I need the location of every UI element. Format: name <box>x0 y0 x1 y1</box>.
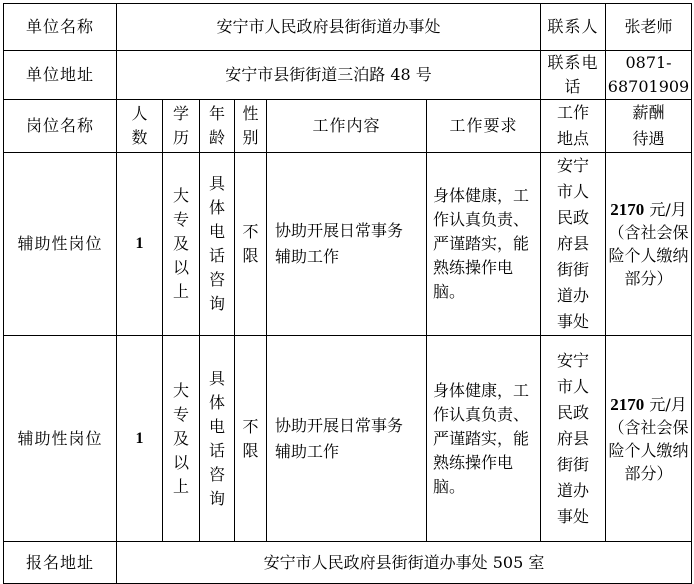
col-location-text: 工作地点 <box>557 103 590 148</box>
row-content: 协助开展日常事务辅助工作 <box>267 336 427 542</box>
contact-value: 张老师 <box>606 4 692 51</box>
row-salary-text: 元/月（含社会保险个人缴纳部分） <box>608 200 689 288</box>
row-location-text: 安宁市人民政府县街街道办事处 <box>557 156 590 331</box>
row-age <box>200 336 235 542</box>
signup-label: 报名地址 <box>4 542 117 584</box>
row-requirements: 身体健康，工作认真负责、严谨踏实，能熟练操作电脑。 <box>427 153 541 336</box>
col-content: 工作内容 <box>267 100 427 153</box>
address-row <box>4 51 692 100</box>
row-count: 1 <box>117 336 163 542</box>
unit-name-label: 单位名称 <box>4 4 117 51</box>
row-age <box>200 153 235 336</box>
col-count-text: 人数 <box>131 104 148 147</box>
recruitment-table <box>3 3 692 584</box>
row-position: 辅助性岗位 <box>4 336 117 542</box>
table-row <box>4 336 692 542</box>
col-salary <box>606 100 692 153</box>
row-salary <box>606 153 692 336</box>
row-gender <box>235 153 267 336</box>
col-gender-text: 性别 <box>242 104 259 147</box>
address-label: 单位地址 <box>4 51 117 100</box>
contact-label: 联系人 <box>541 4 606 51</box>
col-age-text: 年龄 <box>208 104 225 147</box>
table-row <box>4 153 692 336</box>
address-value: 安宁市县街街道三泊路 48 号 <box>117 51 541 100</box>
row-gender <box>235 336 267 542</box>
row-gender-text: 不限 <box>242 222 259 265</box>
col-education-text: 学历 <box>172 104 189 147</box>
row-education-text: 大专及以上 <box>172 186 189 301</box>
signup-row <box>4 542 692 584</box>
row-location <box>541 153 606 336</box>
row-education <box>163 336 200 542</box>
row-salary-text: 元/月（含社会保险个人缴纳部分） <box>608 394 689 483</box>
col-requirements: 工作要求 <box>427 100 541 153</box>
col-gender <box>235 100 267 153</box>
row-gender-text: 不限 <box>242 416 259 460</box>
row-salary-amount: 2170 <box>610 394 645 414</box>
column-header-row <box>4 100 692 153</box>
row-position: 辅助性岗位 <box>4 153 117 336</box>
row-age-text: 具体电话咨询 <box>208 174 225 313</box>
col-location <box>541 100 606 153</box>
row-location <box>541 336 606 542</box>
unit-name-value: 安宁市人民政府县街街道办事处 <box>117 4 541 51</box>
row-content: 协助开展日常事务辅助工作 <box>267 153 427 336</box>
row-education-text: 大专及以上 <box>172 380 189 496</box>
row-requirements: 身体健康，工作认真负责、严谨踏实，能熟练操作电脑。 <box>427 336 541 542</box>
phone-value: 0871-68701909 <box>606 51 692 100</box>
col-count <box>117 100 163 153</box>
row-salary <box>606 336 692 542</box>
col-education <box>163 100 200 153</box>
row-count: 1 <box>117 153 163 336</box>
row-age-text: 具体电话咨询 <box>208 368 225 508</box>
col-position: 岗位名称 <box>4 100 117 153</box>
row-education <box>163 153 200 336</box>
col-salary-text: 薪酬待遇 <box>632 103 665 148</box>
col-age <box>200 100 235 153</box>
row-salary-amount: 2170 <box>610 200 645 219</box>
phone-label: 联系电话 <box>541 51 606 100</box>
signup-value: 安宁市人民政府县街街道办事处 505 室 <box>117 542 692 584</box>
row-location-text: 安宁市人民政府县街街道办事处 <box>557 350 590 526</box>
unit-name-row <box>4 4 692 51</box>
